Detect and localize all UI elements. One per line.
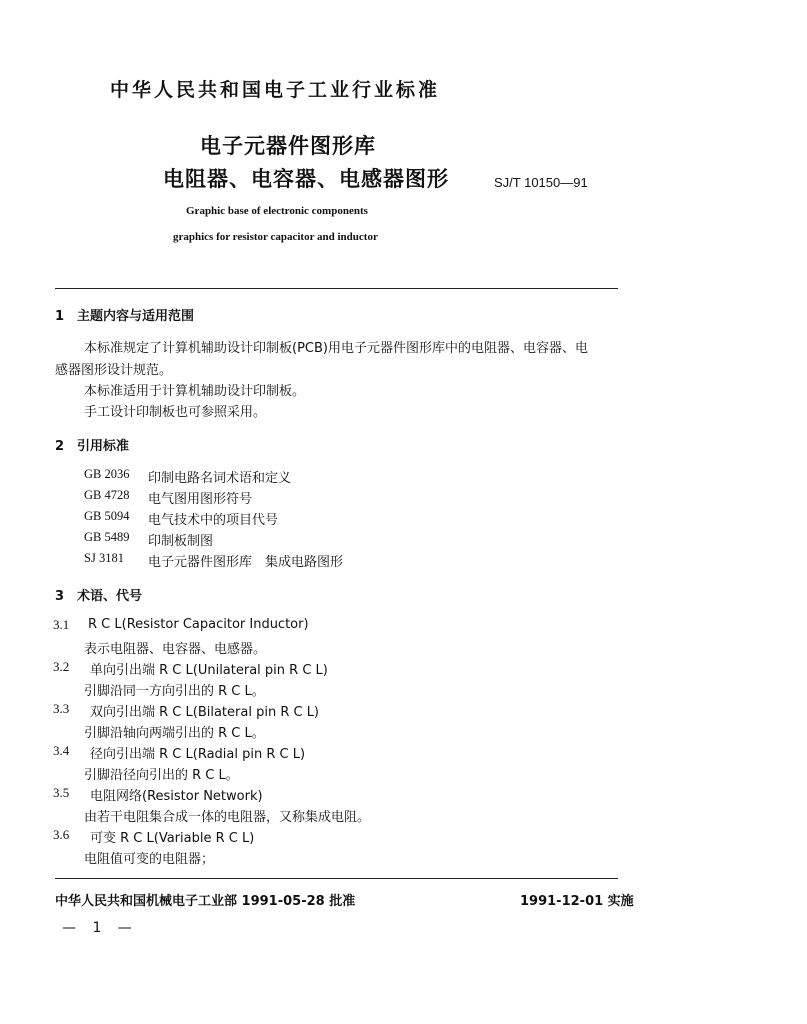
- header-divider: [55, 288, 618, 289]
- section-title: 引用标准: [77, 439, 130, 454]
- reference-title: 电气技术中的项目代号: [148, 513, 279, 528]
- term-number: 3.6: [53, 827, 70, 842]
- approval-statement: 中华人民共和国机械电子工业部 1991-05-28 批准: [55, 894, 356, 909]
- section-number: 2: [55, 439, 65, 454]
- term-title: 电阻网络(Resistor Network): [90, 789, 263, 804]
- term-title: 径向引出端 R C L(Radial pin R C L): [90, 747, 306, 762]
- english-title-line2: graphics for resistor capacitor and inductor: [173, 231, 378, 243]
- term-number: 3.3: [53, 701, 70, 716]
- reference-title: 电子元器件图形库 集成电路图形: [148, 555, 344, 570]
- term-title: 双向引出端 R C L(Bilateral pin R C L): [90, 705, 320, 720]
- document-title-line2: 电阻器、电容器、电感器图形: [163, 167, 449, 191]
- section-2-heading: [55, 435, 129, 454]
- footer-divider: [55, 878, 618, 879]
- term-number: 3.4: [53, 743, 70, 758]
- term-title: 可变 R C L(Variable R C L): [90, 831, 255, 846]
- reference-code: GB 5489: [84, 530, 130, 544]
- paragraph-scope-line2: 感器图形设计规范。: [55, 363, 173, 378]
- paragraph-scope-line1: 本标准规定了计算机辅助设计印制板(PCB)用电子元器件图形库中的电阻器、电容器、电: [84, 341, 588, 356]
- standard-category-title: 中华人民共和国电子工业行业标准: [110, 79, 441, 101]
- term-description: 由若干电阻集合成一体的电阻器，又称集成电阻。: [84, 810, 371, 825]
- reference-code: GB 2036: [84, 467, 130, 481]
- implementation-date: 1991-12-01 实施: [520, 894, 634, 909]
- term-number: 3.2: [53, 659, 70, 674]
- term-description: 引脚沿径向引出的 R C L。: [84, 768, 239, 783]
- reference-title: 电气图用图形符号: [148, 492, 253, 507]
- page-number: — 1 —: [62, 920, 138, 936]
- paragraph-manual-design: 手工设计印制板也可参照采用。: [84, 405, 267, 420]
- section-3-heading: [55, 585, 142, 604]
- standard-code: SJ/T 10150—91: [494, 175, 588, 190]
- section-1-heading: [55, 305, 194, 324]
- reference-code: SJ 3181: [84, 551, 124, 565]
- term-description: 引脚沿轴向两端引出的 R C L。: [84, 726, 265, 741]
- term-title: R C L(Resistor Capacitor Inductor): [88, 617, 309, 632]
- section-title: 术语、代号: [77, 589, 143, 604]
- document-title-line1: 电子元器件图形库: [200, 134, 376, 158]
- section-number: 1: [55, 309, 65, 324]
- section-number: 3: [55, 589, 65, 604]
- term-description: 表示电阻器、电容器、电感器。: [84, 642, 267, 657]
- term-number: 3.1: [53, 617, 70, 632]
- reference-title: 印制板制图: [148, 534, 214, 549]
- term-description: 电阻值可变的电阻器；: [84, 852, 215, 867]
- reference-code: GB 5094: [84, 509, 130, 523]
- section-title: 主题内容与适用范围: [77, 309, 195, 324]
- term-number: 3.5: [53, 785, 70, 800]
- term-description: 引脚沿同一方向引出的 R C L。: [84, 684, 265, 699]
- reference-title: 印制电路名词术语和定义: [148, 471, 292, 486]
- term-title: 单向引出端 R C L(Unilateral pin R C L): [90, 663, 328, 678]
- reference-code: GB 4728: [84, 488, 130, 502]
- paragraph-applicability: 本标准适用于计算机辅助设计印制板。: [84, 384, 306, 399]
- english-title-line1: Graphic base of electronic components: [186, 205, 368, 217]
